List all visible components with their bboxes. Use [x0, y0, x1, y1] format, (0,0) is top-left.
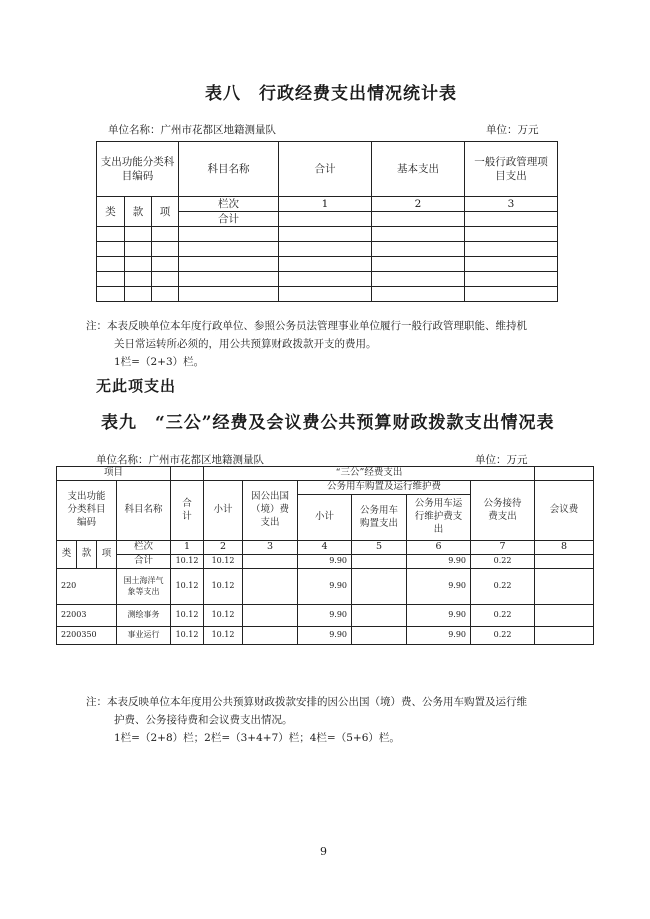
table9-unit-name: 单位名称：广州市花都区地籍测量队	[96, 454, 264, 466]
table-row	[97, 257, 558, 272]
t9-header-func-class: 支出功能分类科目编码	[57, 481, 117, 541]
t8-col3: 3	[465, 197, 558, 212]
table8-unit-name: 单位名称：广州市花都区地籍测量队	[108, 124, 276, 136]
t9-header-subject-name: 科目名称	[117, 481, 171, 541]
t9-row2-name: 测绘事务	[117, 605, 171, 627]
table-row: 2200350 事业运行 10.12 10.12 9.90 9.90 0.22	[57, 627, 594, 645]
table-row	[97, 242, 558, 257]
t8-heji: 合计	[179, 212, 279, 227]
t9-header-vehicle-subtotal: 小计	[298, 495, 352, 541]
t9-col2: 2	[204, 541, 243, 555]
t9-header-sangong: “三公”经费支出	[204, 467, 535, 481]
t8-col1: 1	[279, 197, 372, 212]
table-row: 22003 测绘事务 10.12 10.12 9.90 9.90 0.22	[57, 605, 594, 627]
table9-note	[86, 693, 616, 747]
t9-header-vehicle-purchase: 公务用车购置支出	[352, 495, 407, 541]
t9-header-xiang: 项	[97, 541, 117, 569]
t9-col3: 3	[243, 541, 298, 555]
table-row	[97, 227, 558, 242]
no-item-text: 无此项支出	[96, 377, 177, 395]
t8-header-lei: 类	[97, 197, 125, 227]
t9-col8: 8	[535, 541, 594, 555]
t9-header-meeting: 会议费	[535, 481, 594, 541]
t8-header-subject-name: 科目名称	[179, 142, 279, 197]
table-row	[97, 287, 558, 302]
t9-row3-name: 事业运行	[117, 627, 171, 645]
table-row	[97, 272, 558, 287]
t9-note-line3: 1栏=（2+8）栏；2栏=（3+4+7）栏；4栏=（5+6）栏。	[114, 732, 400, 744]
table8-note	[86, 317, 606, 371]
t8-header-general-admin: 一般行政管理项目支出	[465, 142, 558, 197]
t9-header-abroad: 因公出国（境）费支出	[243, 481, 298, 541]
t8-header-func-class: 支出功能分类科目编码	[97, 142, 179, 197]
t8-note-line2: 关日常运转所必须的，用公共预算财政拨款开支的费用。	[114, 338, 377, 350]
t9-row0-name: 合计	[117, 555, 171, 569]
t9-row0-c4: 9.90	[298, 555, 352, 569]
t9-header-kuan: 款	[77, 541, 97, 569]
table-row	[57, 555, 594, 569]
t9-note-line1: 注：本表反映单位本年度用公共预算财政拨款安排的因公出国（境）费、公务用车购置及运行维	[86, 696, 527, 708]
t8-header-xiang: 项	[152, 197, 179, 227]
page-number: 9	[320, 845, 327, 858]
t8-header-kuan: 款	[125, 197, 152, 227]
table8	[96, 141, 558, 302]
t9-header-vehicle-run: 公务用车运行维护费支出	[407, 495, 471, 541]
t9-col5: 5	[352, 541, 407, 555]
t9-col4: 4	[298, 541, 352, 555]
t9-col6: 6	[407, 541, 471, 555]
t9-header-subtotal: 小计	[204, 481, 243, 541]
t8-header-basic: 基本支出	[372, 142, 465, 197]
t9-row1-name: 国土海洋气象等支出	[117, 569, 171, 605]
t8-col2: 2	[372, 197, 465, 212]
t9-row0-c1: 10.12	[171, 555, 204, 569]
table8-currency: 单位：万元	[486, 124, 539, 136]
table9-currency: 单位：万元	[475, 454, 528, 466]
t9-row2-code: 22003	[57, 605, 117, 627]
t9-lanci: 栏次	[117, 541, 171, 555]
t8-lanci: 栏次	[179, 197, 279, 212]
t8-note-line1: 注：本表反映单位本年度行政单位、参照公务员法管理事业单位履行一般行政管理职能、维持机	[86, 320, 527, 332]
table8-title: 表八 行政经费支出情况统计表	[205, 84, 457, 104]
t8-header-total: 合计	[279, 142, 372, 197]
t9-row0-c6: 9.90	[407, 555, 471, 569]
table9	[56, 466, 594, 645]
t9-header-reception: 公务接待费支出	[471, 481, 535, 541]
t9-header-vehicle-group: 公务用车购置及运行维护费	[298, 481, 471, 495]
table9-title: 表九 “三公”经费及会议费公共预算财政拨款支出情况表	[101, 413, 555, 433]
t9-row3-code: 2200350	[57, 627, 117, 645]
t9-col1: 1	[171, 541, 204, 555]
t9-header-xiangmu: 项目	[57, 467, 171, 481]
table-row: 220 国土海洋气象等支出 10.12 10.12 9.90 9.90 0.22	[57, 569, 594, 605]
t9-row1-code: 220	[57, 569, 117, 605]
t9-note-line2: 护费、公务接待费和会议费支出情况。	[114, 714, 293, 726]
t9-header-total: 合计	[171, 481, 204, 541]
t8-note-line3: 1栏=（2+3）栏。	[114, 356, 205, 368]
t9-row0-c7: 0.22	[471, 555, 535, 569]
t9-row0-c2: 10.12	[204, 555, 243, 569]
t9-col7: 7	[471, 541, 535, 555]
t9-header-lei: 类	[57, 541, 77, 569]
